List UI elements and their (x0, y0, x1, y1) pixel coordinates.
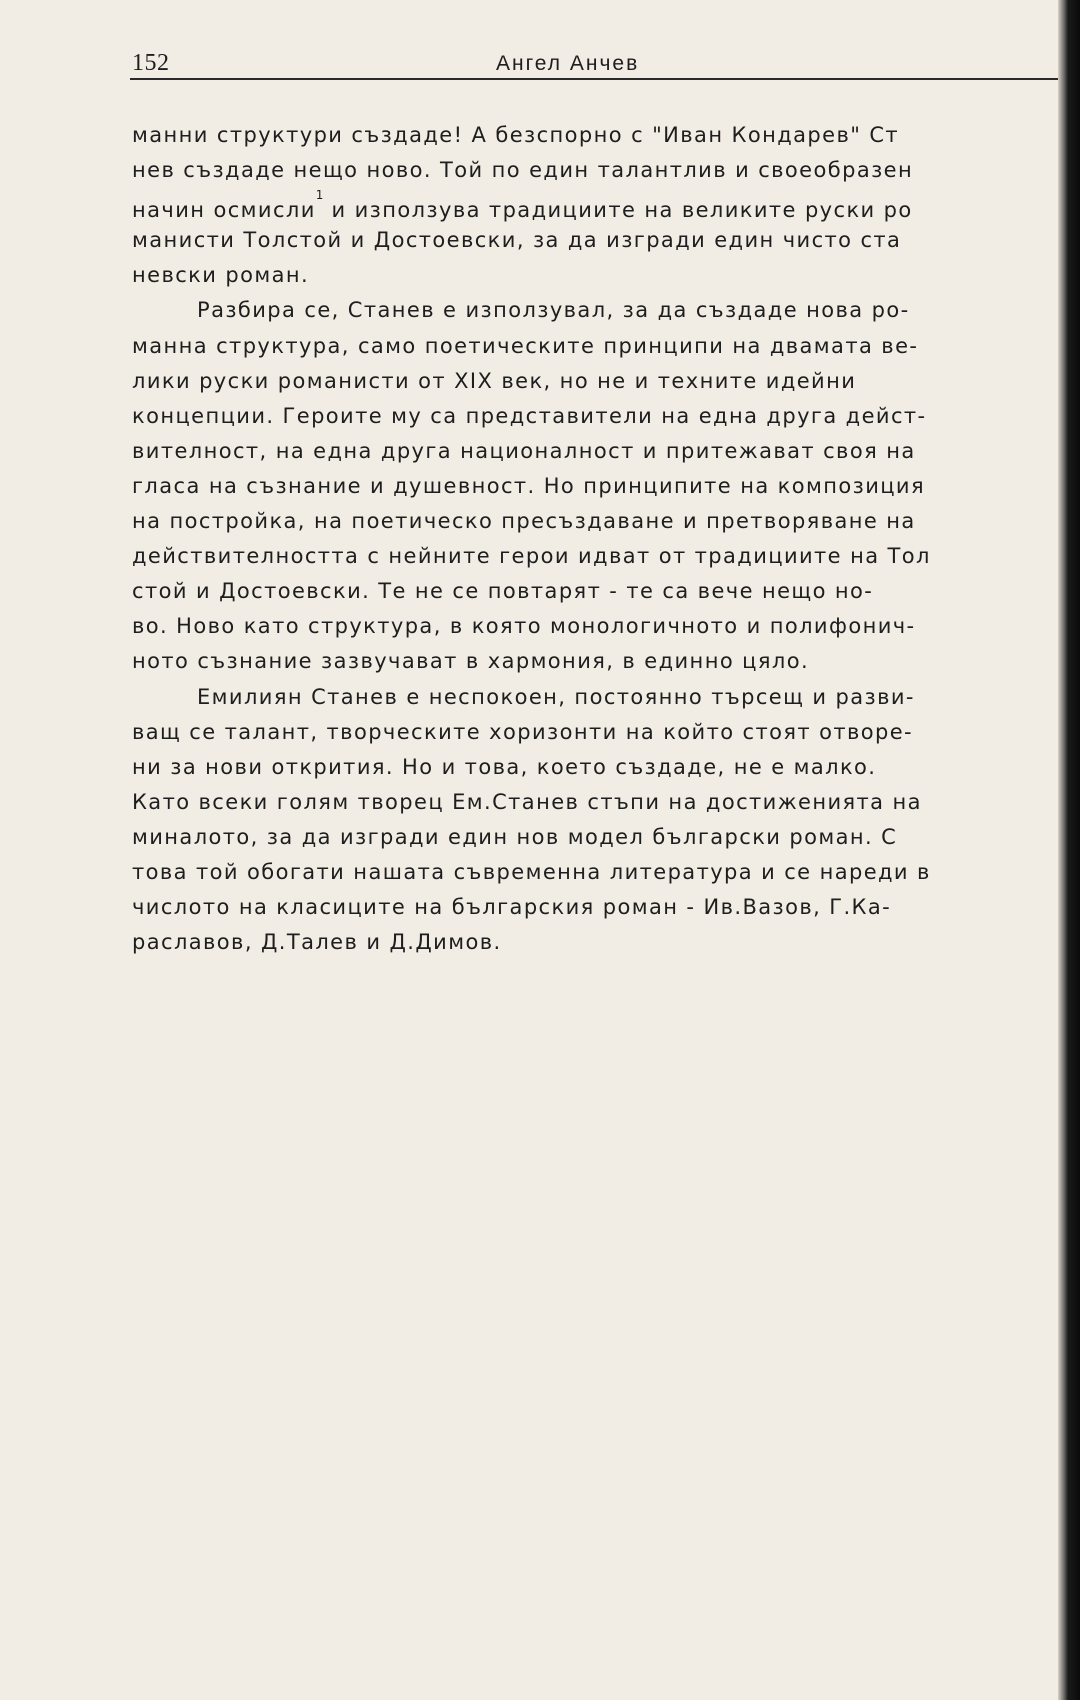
header-rule (130, 78, 1070, 80)
footnote-mark: 1 (315, 188, 324, 203)
text-line: това той обогати нашата съвременна литература и се нареди в (132, 859, 931, 884)
paragraph-start-line: Емилиян Станев е неспокоен, постоянно търсещ и разви- (197, 684, 915, 709)
text-line: нев създаде нещо ново. Той по един талантлив и своеобразен (132, 158, 914, 183)
binding-edge (1058, 0, 1080, 1700)
text-line (132, 188, 1052, 223)
body-text (132, 118, 1052, 960)
text-line: вителност, на една друга националност и притежават своя на (132, 438, 916, 463)
page-header (132, 50, 1060, 80)
text-line: гласа на съзнание и душевност. Но принципите на композиция (132, 473, 926, 498)
text-line: лики руски романисти от XIX век, но не и техните идейни (132, 368, 857, 393)
text-fragment: начин осмисли (132, 198, 316, 223)
text-line: ващ се талант, творческите хоризонти на който стоят отворе- (132, 719, 914, 744)
paragraph-start-line: Разбира се, Станев е използувал, за да създаде нова ро- (197, 298, 910, 323)
text-line: ни за нови открития. Но и това, което създаде, не е малко. (132, 754, 877, 779)
running-head: Ангел Анчев (496, 52, 640, 75)
page-number: 152 (132, 50, 170, 76)
text-line: ното съзнание зазвучават в хармония, в единно цяло. (132, 649, 810, 674)
text-line: манисти Толстой и Достоевски, за да изгради един чисто ста (132, 228, 902, 253)
text-line: числото на класиците на българския роман - Ив.Вазов, Г.Ка- (132, 895, 892, 920)
text-line: концепции. Героите му са представители на една друга дейст- (132, 403, 927, 428)
text-line: действителността с нейните герои идват от традициите на Тол (132, 544, 931, 569)
text-fragment: и използува традициите на великите руски ро (331, 198, 913, 223)
text-line: манни структури създаде! А безспорно с "Иван Кондарев" Ст (132, 123, 900, 147)
text-line: невски роман. (132, 263, 310, 288)
text-line: раславов, Д.Талев и Д.Димов. (132, 930, 502, 955)
text-line: на постройка, на поетическо пресъздаване и претворяване на (132, 509, 916, 534)
text-line: во. Ново като структура, в която монологичното и полифонич- (132, 614, 916, 639)
text-line: миналото, за да изгради един нов модел български роман. С (132, 824, 898, 849)
text-line: стой и Достоевски. Те не се повтарят - те са вече нещо но- (132, 579, 874, 604)
text-line: манна структура, само поетическите принципи на двамата ве- (132, 333, 919, 358)
text-line: Като всеки голям творец Ем.Станев стъпи на достиженията на (132, 789, 922, 814)
